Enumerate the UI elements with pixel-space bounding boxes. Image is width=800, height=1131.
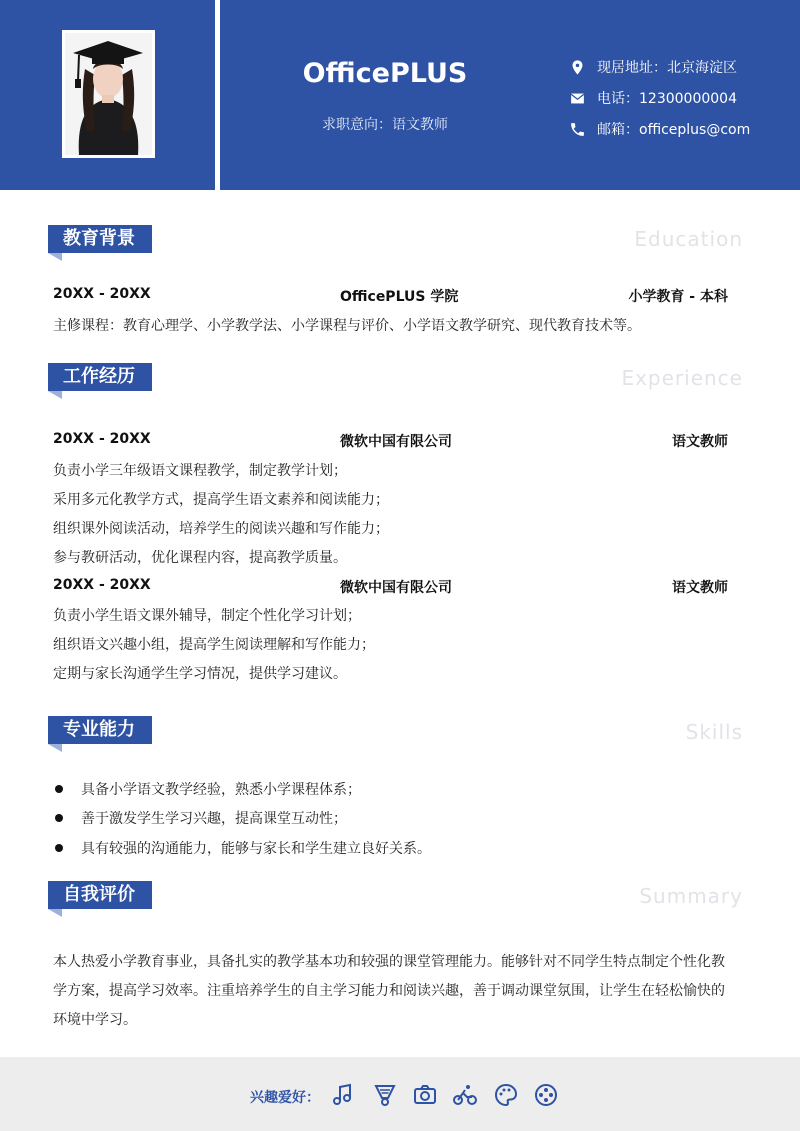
job-duty: 采用多元化教学方式，提高学生语文素养和阅读能力； <box>53 492 389 508</box>
education-degree: 小学教育 - 本科 <box>628 289 728 305</box>
experience-section-tag <box>48 363 152 393</box>
job-company: 微软中国有限公司 <box>340 580 452 596</box>
job-role: 语文教师 <box>672 580 728 596</box>
summary-line: 学方案，提高学习效率。注重培养学生的自主学习能力和阅读兴趣，善于调动课堂氛围，让学生在轻松愉快的 <box>53 983 725 999</box>
skill-item <box>55 838 431 858</box>
profile-photo <box>62 30 155 158</box>
phone-text: 电话：12300000004 <box>597 91 737 107</box>
job-duty: 组织课外阅读活动，培养学生的阅读兴趣和写作能力； <box>53 521 389 537</box>
tag-fold <box>48 253 62 261</box>
hobbies-footer <box>0 1057 800 1131</box>
job-duty: 定期与家长沟通学生学习情况，提供学习建议。 <box>53 666 347 682</box>
skills-title: 专业能力 <box>48 716 152 744</box>
summary-line: 环境中学习。 <box>53 1012 137 1028</box>
email-text: 邮箱：officeplus@com <box>597 122 751 138</box>
address-text: 现居地址：北京海淀区 <box>597 60 737 76</box>
location-pin-icon <box>569 59 586 76</box>
candidate-name: OfficePLUS <box>302 58 468 89</box>
bullet-dot <box>55 785 63 793</box>
skills-title-en: Skills <box>685 720 743 744</box>
envelope-icon <box>569 90 586 107</box>
summary-title: 自我评价 <box>48 881 152 909</box>
tag-fold <box>48 909 62 917</box>
cycling-icon <box>453 1083 477 1107</box>
music-icon <box>331 1083 355 1107</box>
job-date: 20XX - 20XX <box>53 577 151 593</box>
job-duty: 组织语文兴趣小组，提高学生阅读理解和写作能力； <box>53 637 375 653</box>
tag-fold <box>48 391 62 399</box>
education-school: OfficePLUS 学院 <box>340 289 459 305</box>
job-duty: 负责小学三年级语文课程教学，制定教学计划； <box>53 463 347 479</box>
bullet-dot <box>55 844 63 852</box>
contact-address <box>569 57 737 77</box>
contact-email <box>569 119 750 139</box>
phone-icon <box>569 121 586 138</box>
film-reel-icon <box>534 1083 558 1107</box>
camera-icon <box>413 1083 437 1107</box>
experience-title-en: Experience <box>621 366 743 390</box>
job-company: 微软中国有限公司 <box>340 434 452 450</box>
experience-title: 工作经历 <box>48 363 152 391</box>
job-duty: 负责小学生语文课外辅导，制定个性化学习计划； <box>53 608 361 624</box>
painting-palette-icon <box>494 1083 518 1107</box>
skill-item <box>55 808 347 828</box>
skill-item <box>55 779 361 799</box>
skill-text: 具有较强的沟通能力，能够与家长和学生建立良好关系。 <box>81 841 431 857</box>
job-intent: 求职意向：语文教师 <box>322 117 448 133</box>
bullet-dot <box>55 814 63 822</box>
badminton-icon <box>373 1083 397 1107</box>
job-date: 20XX - 20XX <box>53 431 151 447</box>
education-title-en: Education <box>634 227 743 251</box>
skills-section-tag <box>48 716 152 746</box>
skill-text: 善于激发学生学习兴趣，提高课堂互动性； <box>81 811 347 827</box>
tag-fold <box>48 744 62 752</box>
skill-text: 具备小学语文教学经验，熟悉小学课程体系； <box>81 782 361 798</box>
education-title: 教育背景 <box>48 225 152 253</box>
education-courses: 主修课程：教育心理学、小学教学法、小学课程与评价、小学语文教学研究、现代教育技术等。 <box>53 318 641 334</box>
summary-paragraph <box>53 948 745 1035</box>
hobbies-label: 兴趣爱好： <box>250 1090 320 1106</box>
summary-section-tag <box>48 881 152 911</box>
education-date: 20XX - 20XX <box>53 286 151 302</box>
summary-title-en: Summary <box>639 884 743 908</box>
education-section-tag <box>48 225 152 255</box>
job-role: 语文教师 <box>672 434 728 450</box>
summary-line: 本人热爱小学教育事业，具备扎实的教学基本功和较强的课堂管理能力。能够针对不同学生特点制定个性化教 <box>53 954 725 970</box>
job-duty: 参与教研活动，优化课程内容，提高教学质量。 <box>53 550 347 566</box>
contact-phone <box>569 88 737 108</box>
